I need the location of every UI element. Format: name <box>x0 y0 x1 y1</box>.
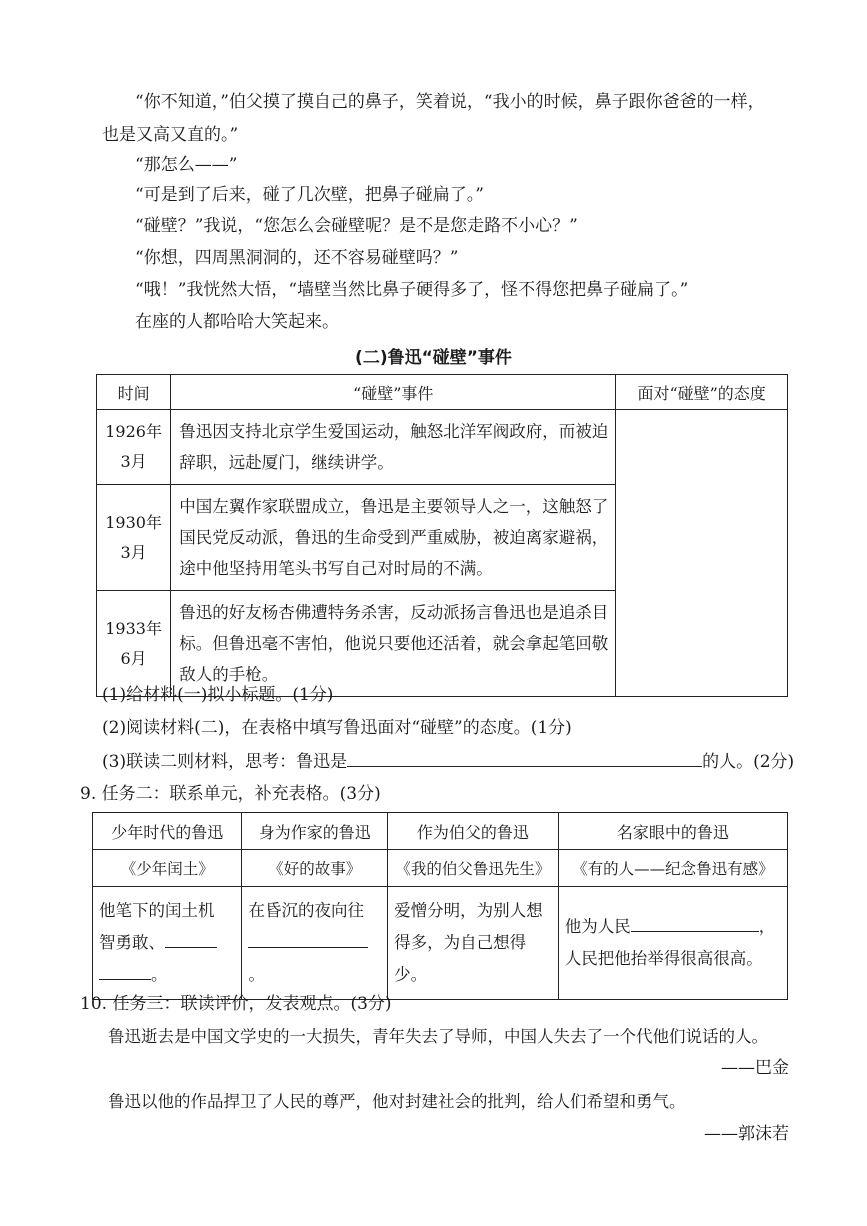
header-attitude: 面对“碰壁”的态度 <box>616 375 788 410</box>
time-cell <box>97 591 171 697</box>
header-col: 身为作家的鲁迅 <box>242 813 388 850</box>
question-3-suffix: 的人。(2分) <box>702 752 795 772</box>
header-col: 作为伯父的鲁迅 <box>388 813 559 850</box>
quote-author: ——巴金 <box>721 1058 789 1078</box>
passage-line: 在座的人都哈哈大笑起来。 <box>135 312 339 332</box>
book-cell: 《好的故事》 <box>242 850 388 887</box>
question-3-prefix: (3)联读二则材料，思考：鲁迅是 <box>102 752 348 772</box>
month: 3月 <box>120 542 147 562</box>
unit-table <box>92 812 788 1000</box>
cell-text: 在昏沉的夜向往 <box>248 901 364 920</box>
header-col: 名家眼中的鲁迅 <box>558 813 787 850</box>
cell-text: 他为人民 <box>564 917 631 936</box>
event-cell: 中国左翼作家联盟成立，鲁迅是主要领导人之一，这触怒了国民党反动派，鲁迅的生命受到严重威胁，被迫离家避祸，途中他坚持用笔头书写自己对时局的不满。 <box>171 485 616 591</box>
events-table <box>96 374 788 697</box>
cell-text: 。 <box>151 965 168 984</box>
table-header-row <box>93 813 788 850</box>
task3-heading: 10. 任务三：联读评价，发表观点。(3分) <box>80 994 392 1014</box>
table-row <box>97 410 788 485</box>
cell-text: 。 <box>248 965 265 984</box>
passage-line: “碰壁？”我说，“您怎么会碰壁呢？是不是您走路不小心？” <box>135 216 578 236</box>
answer-blank[interactable] <box>248 931 368 948</box>
passage-line: “你想，四周黑洞洞的，还不容易碰壁吗？” <box>135 248 459 268</box>
question-3 <box>102 750 794 772</box>
passage-line: “你不知道，”伯父摸了摸自己的鼻子，笑着说，“我小的时候，鼻子跟你爸爸的一样， <box>135 92 765 112</box>
passage-line: “那怎么——” <box>135 155 238 175</box>
cell-text: ， <box>758 917 776 936</box>
book-cell: 《我的伯父鲁迅先生》 <box>388 850 559 887</box>
year: 1933年 <box>105 618 162 638</box>
header-col: 少年时代的鲁迅 <box>93 813 242 850</box>
table1-title: (二)鲁迅“碰壁”事件 <box>355 348 512 368</box>
quote-author: ——郭沫若 <box>704 1124 789 1144</box>
cell-text: 人民把他抬举得很高很高。 <box>564 949 763 968</box>
fill-cell: 爱憎分明，为别人想得多，为自己想得少。 <box>388 887 559 1000</box>
fill-cell <box>242 887 388 1000</box>
header-time: 时间 <box>97 375 171 410</box>
year: 1930年 <box>105 512 162 532</box>
answer-blank[interactable] <box>165 931 217 948</box>
month: 6月 <box>120 648 147 668</box>
year: 1926年 <box>105 422 162 441</box>
answer-blank[interactable] <box>99 963 151 980</box>
time-cell <box>97 410 171 485</box>
book-cell: 《有的人——纪念鲁迅有感》 <box>558 850 787 887</box>
cell-text: 智勇敢、 <box>99 933 165 952</box>
event-cell: 鲁迅的好友杨杏佛遭特务杀害，反动派扬言鲁迅也是追杀目标。但鲁迅毫不害怕，他说只要他还活着，就会拿起笔回敬敌人的手枪。 <box>171 591 616 697</box>
month: 3月 <box>120 452 147 471</box>
attitude-answer-cell[interactable] <box>616 410 788 697</box>
event-cell: 鲁迅因支持北京学生爱国运动，触怒北洋军阀政府，而被迫辞职，远赴厦门，继续讲学。 <box>171 410 616 485</box>
header-event: “碰壁”事件 <box>171 375 616 410</box>
fill-cell <box>93 887 242 1000</box>
task2-heading: 9. 任务二：联系单元，补充表格。(3分) <box>80 784 381 804</box>
quote-bajin: 鲁迅逝去是中国文学史的一大损失，青年失去了导师，中国人失去了一个代他们说话的人。 <box>108 1027 768 1046</box>
table-row <box>93 887 788 1000</box>
passage-line: “哦！”我恍然大悟，“墙壁当然比鼻子硬得多了，怪不得您把鼻子碰扁了。” <box>135 280 689 300</box>
book-cell: 《少年闰土》 <box>93 850 242 887</box>
table-header-row <box>97 375 788 410</box>
time-cell <box>97 485 171 591</box>
passage-line: 也是又高又直的。” <box>102 125 239 145</box>
answer-blank[interactable] <box>347 750 702 767</box>
cell-text: 他笔下的闰土机 <box>99 901 215 920</box>
answer-blank[interactable] <box>631 915 759 932</box>
passage-line: “可是到了后来，碰了几次壁，把鼻子碰扁了。” <box>135 185 484 205</box>
table-row <box>93 850 788 887</box>
question-1: (1)给材料(一)拟小标题。(1分) <box>102 685 334 705</box>
fill-cell <box>558 887 787 1000</box>
question-2: (2)阅读材料(二)，在表格中填写鲁迅面对“碰壁”的态度。(1分) <box>102 718 572 738</box>
quote-guomoruo: 鲁迅以他的作品捍卫了人民的尊严，他对封建社会的批判，给人们希望和勇气。 <box>108 1092 686 1111</box>
